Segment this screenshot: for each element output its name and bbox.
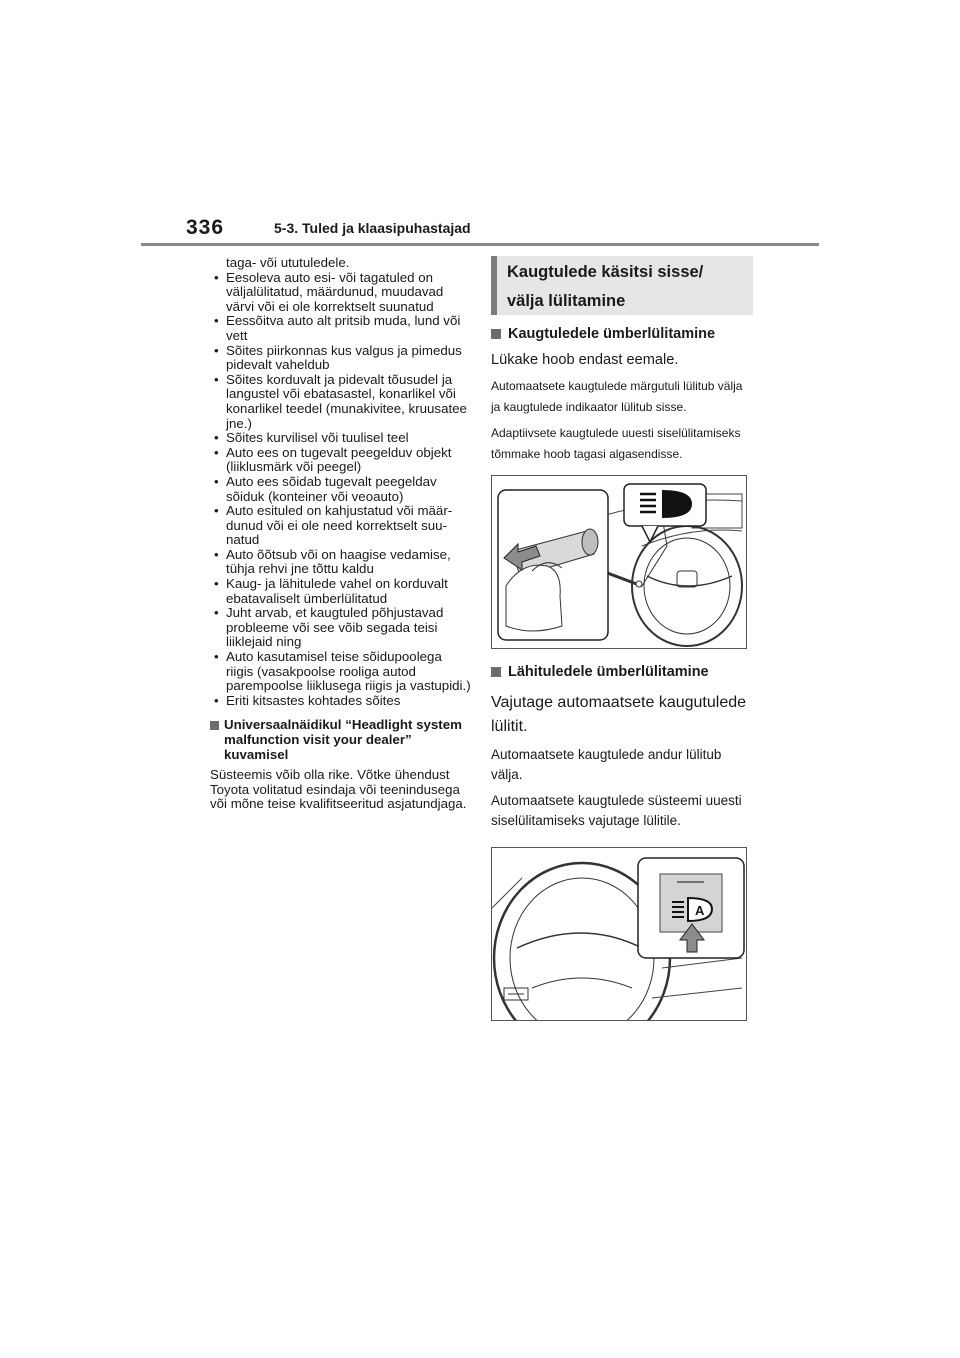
high-beam-note-2: Adaptiivsete kaugtulede uuesti siselülitamiseks tõmmake hoob tagasi algasendisse. [491,426,741,461]
lever-illustration-svg [492,476,746,648]
subheading-text: Universaalnäidikul “Headlight system malfunction visit your dealer” kuvamisel [224,717,462,762]
right-column [491,256,753,1021]
high-beam-instruction: Lükake hoob endast eemale. [491,352,679,368]
list-item: • Juht arvab, et kaugtuled põhjustavad probleeme või see võib segada teisi liiklejaid ning [210,606,472,650]
lever-illustration [491,475,747,649]
switch-illustration-svg [492,848,746,1020]
condition-list [210,271,472,709]
list-item: • Sõites korduvalt ja pidevalt tõusudel ja langustel või ebatasastel, konarlikel või konarlikel teedel (munakivitee, kruusatee jne.) [210,373,472,431]
malfunction-paragraph: Süsteemis võib olla rike. Võtke ühendust Toyota volitatud esindaja või teenindusega või mõne teise kvalifitseeritud asjatundjaga. [210,767,467,812]
list-item: • Auto õõtsub või on haagise vedamise, tühja rehvi jne tõttu kaldu [210,548,472,577]
list-item: • Kaug- ja lähitulede vahel on korduvalt ebatavaliselt ümberlülitatud [210,577,472,606]
section-heading-box: Kaugtulede käsitsi sisse/ välja lülitamine [491,256,753,315]
low-beam-subheading [491,663,753,681]
list-item: • Eesoleva auto esi- või tagatuled on väljalülitatud, määrdunud, muudavad värvi või ei ole korrektselt suunatud [210,271,472,315]
low-beam-note-1: Automaatsete kaugtulede andur lülitub välja. [491,747,722,782]
square-bullet-icon [210,721,219,730]
list-item: • Auto ees on tugevalt peegelduv objekt (liiklusmärk või peegel) [210,446,472,475]
svg-text:A: A [695,903,705,918]
switch-illustration [491,847,747,1021]
list-item: • Auto ees sõidab tugevalt peegeldav sõiduk (konteiner või veoauto) [210,475,472,504]
list-item: • Sõites kurvilisel või tuulisel teel [210,431,472,446]
list-item: • Sõites piirkonnas kus valgus ja pimedus pidevalt vaheldub [210,344,472,373]
page-number: 336 [186,216,225,239]
low-beam-instruction: Vajutage automaatsete kaugutulede lülitit. [491,694,747,735]
continuation-text: taga- või ututuledele. [226,255,350,270]
section-title: 5-3. Tuled ja klaasipuhastajad [274,220,471,236]
high-beam-subheading [491,325,753,343]
list-item: • Auto kasutamisel teise sõidupoolega riigis (vasakpoolse rooliga autod parempoolse liiklusega riigis ja vastupidi.) [210,650,472,694]
square-bullet-icon [491,329,501,339]
subheading-text: Kaugtuledele ümberlülitamine [508,326,716,342]
low-beam-note-2: Automaatsete kaugtulede süsteemi uuesti siselülitamiseks vajutage lülitile. [491,793,742,828]
header-rule [141,243,819,246]
list-item: • Auto esituled on kahjustatud või määrdunud või ei ole need korrektselt suunatud [210,504,472,548]
square-bullet-icon [491,667,501,677]
list-item: • Eessõitva auto alt pritsib muda, lund või vett [210,314,472,343]
malfunction-subheading [210,718,472,762]
high-beam-note-1: Automaatsete kaugtulede märgutuli lülitub välja ja kaugtulede indikaator lülitub sisse. [491,379,743,414]
list-item: • Eriti kitsastes kohtades sõites [210,694,472,709]
left-column [210,256,472,812]
subheading-text: Lähituledele ümberlülitamine [508,664,709,680]
